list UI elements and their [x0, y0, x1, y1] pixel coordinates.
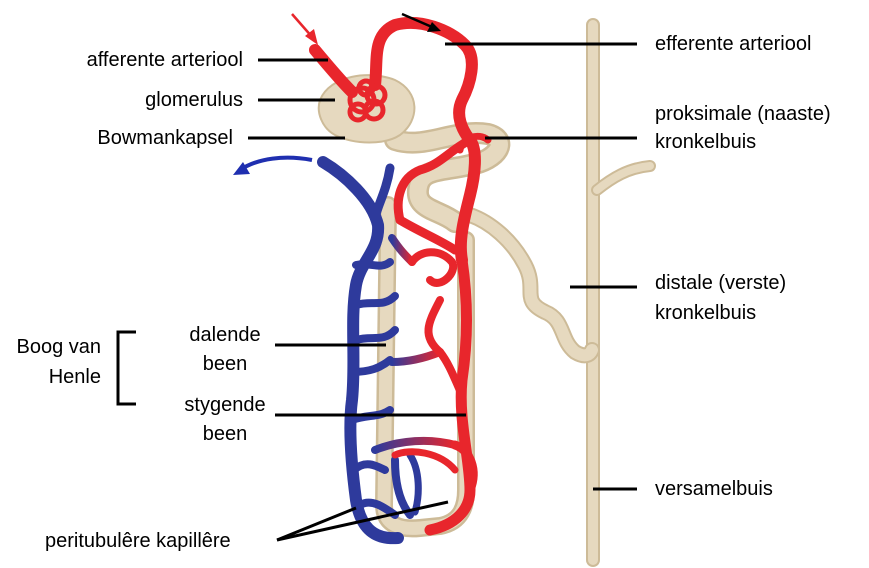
- label-collecting-duct: versamelbuis: [655, 478, 773, 500]
- label-efferent-arteriole: efferente arteriool: [655, 33, 812, 55]
- collecting-duct-shape: [593, 25, 650, 560]
- label-loop-of-henle-line1: Boog van: [16, 336, 101, 358]
- label-peritubular-capillaries: peritubulêre kapillêre: [45, 530, 231, 552]
- label-distal-tubule-line2: kronkelbuis: [655, 302, 757, 324]
- henle-bracket: [118, 332, 136, 404]
- label-distal-tubule-line1: distale (verste): [655, 272, 787, 294]
- label-proximal-tubule-line1: proksimale (naaste): [655, 103, 831, 125]
- label-glomerulus: glomerulus: [145, 89, 243, 111]
- label-descending-limb-line1: dalende: [189, 324, 261, 346]
- label-ascending-limb-line1: stygende: [184, 394, 266, 416]
- label-afferent-arteriole: afferente arteriool: [86, 49, 243, 71]
- distal-tubule-shape: [470, 215, 592, 355]
- label-loop-of-henle-line2: Henle: [48, 366, 101, 388]
- label-ascending-limb-line2: been: [202, 423, 248, 445]
- label-bowman-capsule: Bowmankapsel: [97, 127, 233, 149]
- label-descending-limb-line2: been: [202, 353, 248, 375]
- afferent-flow-arrow: [292, 14, 318, 45]
- venous-outflow-arrow: [233, 158, 312, 175]
- label-proximal-tubule-line2: kronkelbuis: [655, 131, 757, 153]
